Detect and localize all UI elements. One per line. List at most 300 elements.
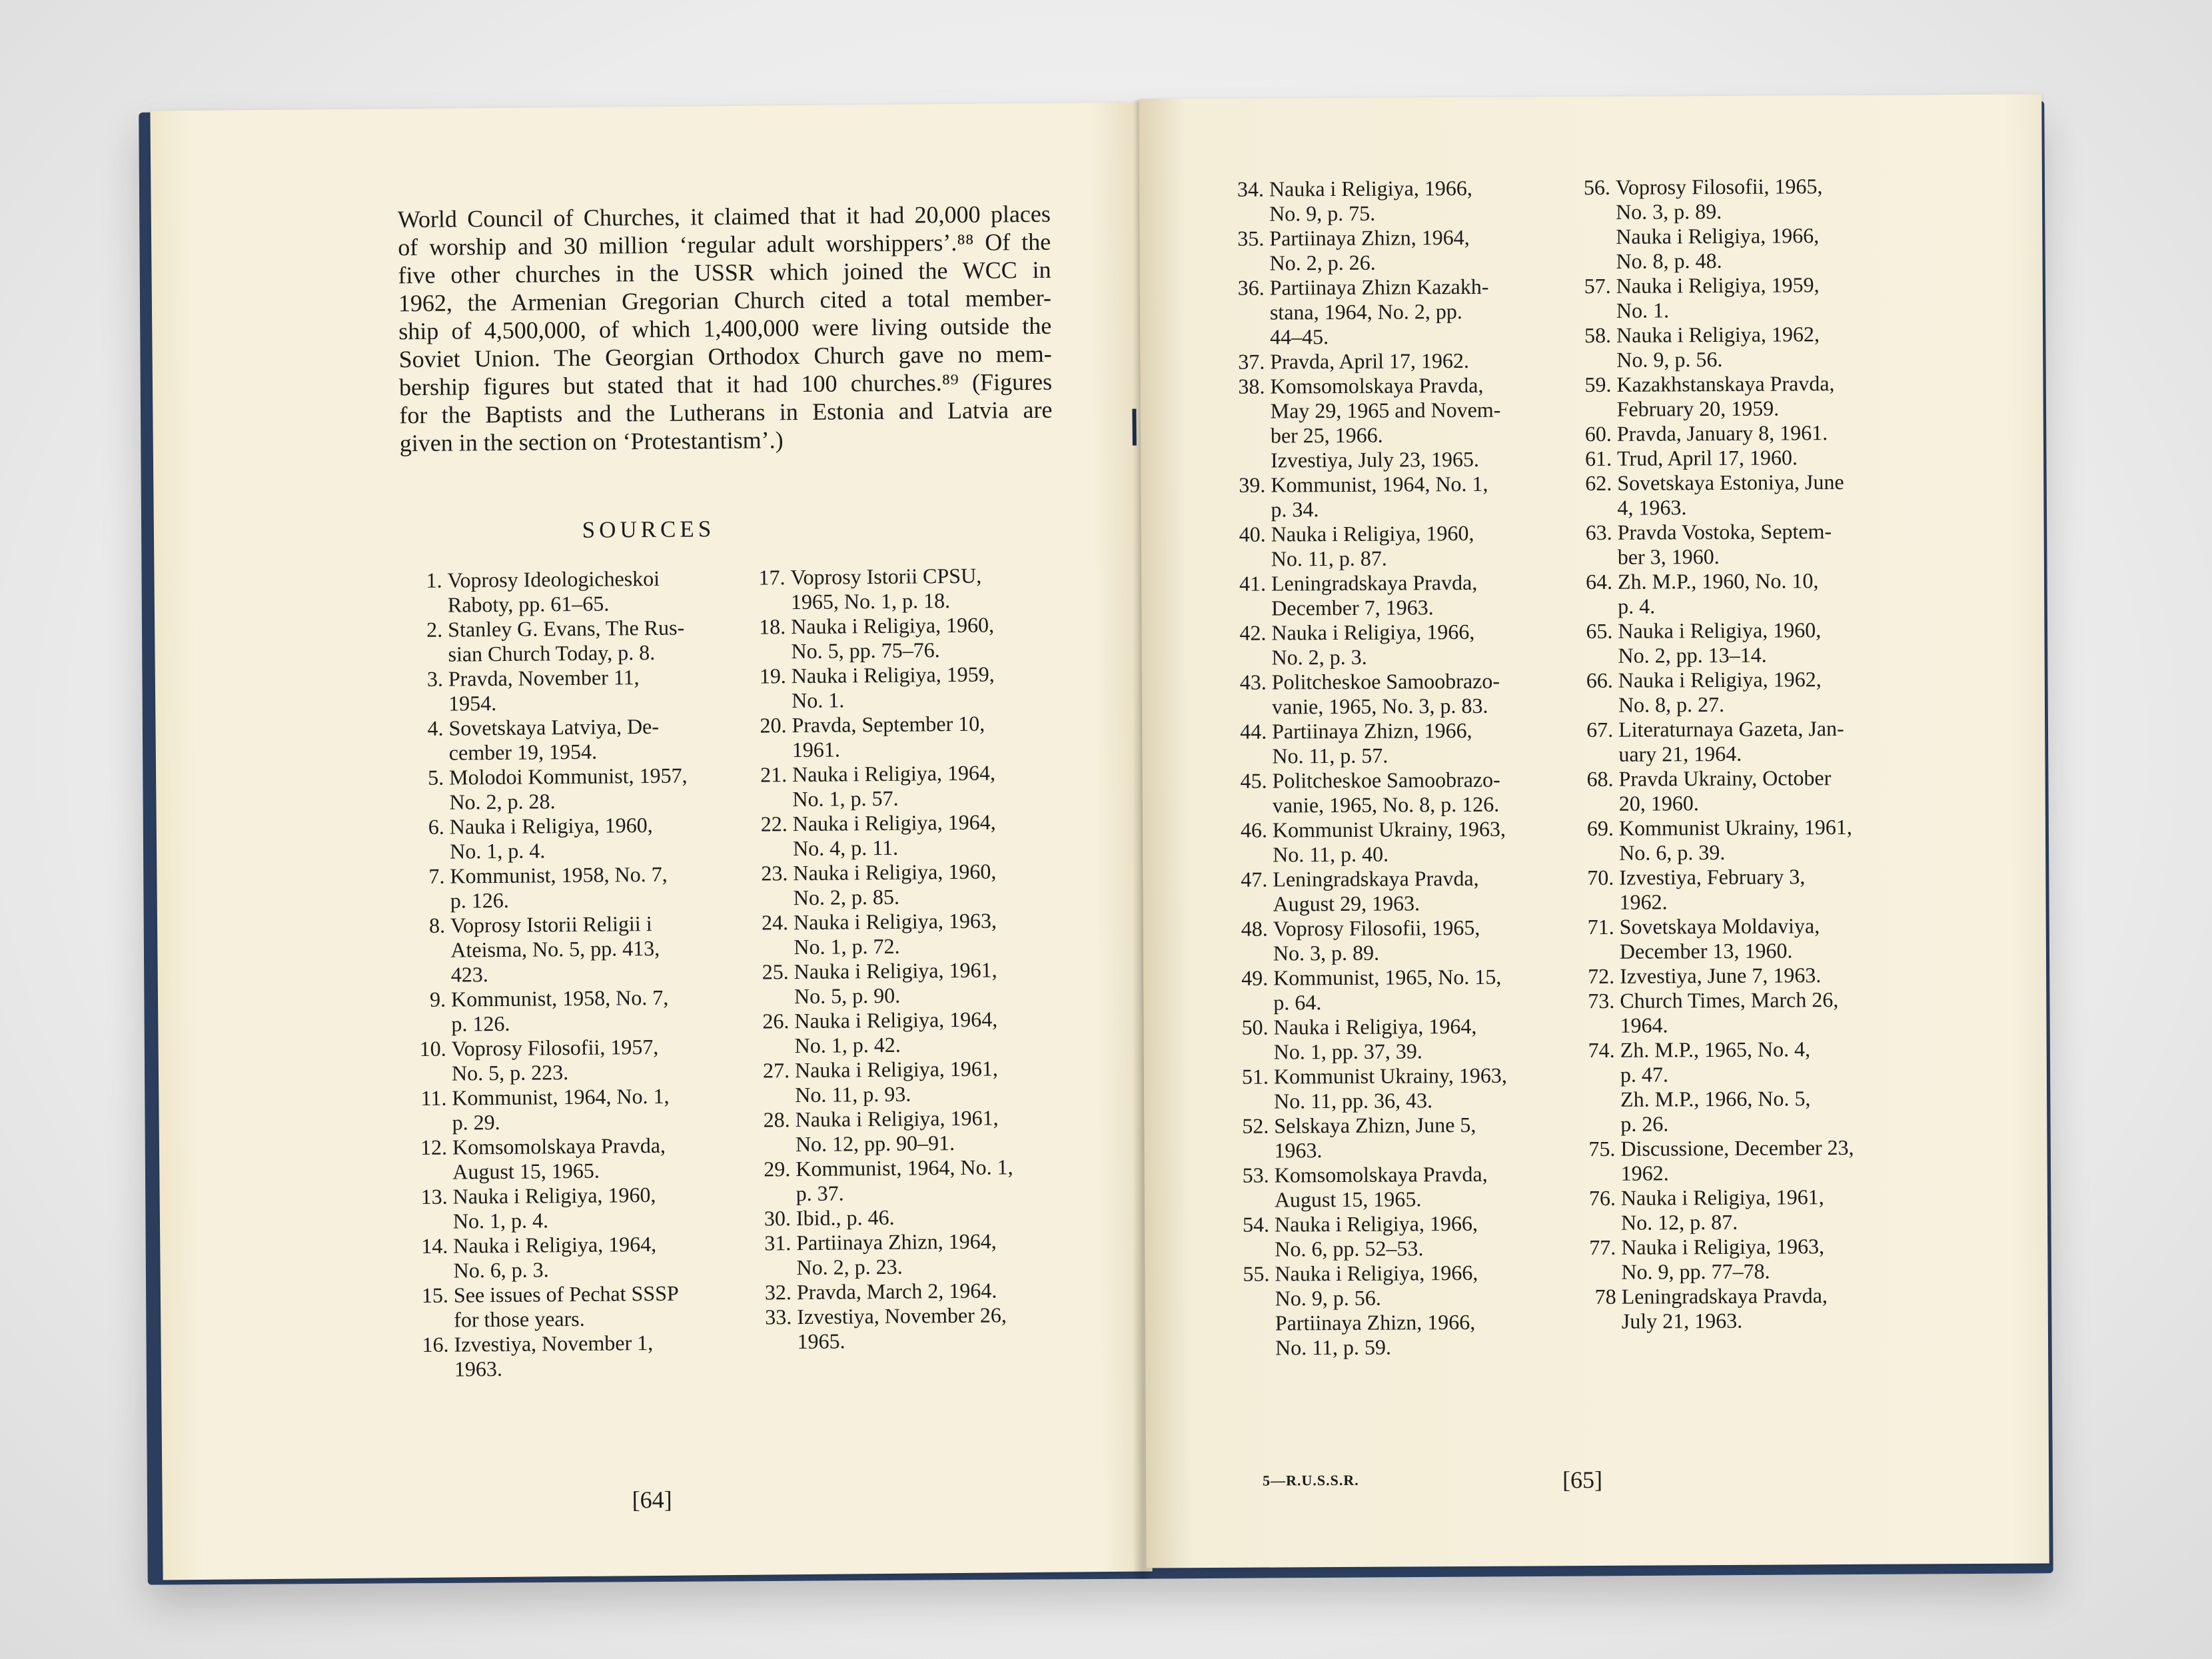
source-line: No. 2, p. 28. (449, 789, 556, 814)
source-number: 29. (764, 1157, 791, 1181)
source-entry (1234, 1112, 1540, 1163)
source-number: 45. (1240, 768, 1267, 793)
source-line: No. 11, p. 87. (1271, 546, 1387, 571)
sources-column-2 (750, 563, 1037, 1355)
source-line: No. 1, pp. 37, 39. (1273, 1039, 1422, 1064)
source-number: 61. (1584, 446, 1612, 471)
source-number: 32. (764, 1280, 792, 1305)
source-entry (752, 760, 1033, 812)
source-line: No. 3, p. 89. (1616, 199, 1722, 224)
source-line: 1965. (797, 1329, 845, 1354)
source-number: 41. (1239, 571, 1267, 596)
source-entry (408, 714, 689, 766)
source-line: p. 29. (452, 1109, 500, 1135)
source-entry (413, 1231, 694, 1283)
source-entry (1230, 274, 1537, 349)
source-number: 40. (1239, 522, 1266, 546)
source-line: See issues of Pechat SSSP (453, 1281, 679, 1307)
sources-column-3 (1229, 175, 1542, 1360)
source-line: for those years. (454, 1306, 585, 1332)
source-number: 10. (419, 1036, 446, 1061)
source-entry (1231, 471, 1537, 522)
source-line: Nauka i Religiya, 1966, (1616, 223, 1820, 249)
source-number: 57. (1584, 273, 1611, 298)
source-entry (752, 662, 1032, 714)
source-number: 44. (1240, 719, 1267, 744)
source-number: 8. (428, 913, 446, 937)
source-line: Nauka i Religiya, 1960, (449, 812, 653, 839)
source-line: Nauka i Religiya, 1960, (452, 1182, 656, 1209)
source-line: Partiinaya Zhizn Kazakh- (1269, 274, 1489, 300)
source-line: Nauka i Religiya, 1966, (1275, 1260, 1478, 1286)
source-number: 30. (764, 1206, 792, 1231)
source-line: Voprosy Filosofii, 1965, (1615, 174, 1823, 199)
source-line: Komsomolskaya Pravda, (1270, 372, 1484, 398)
source-line: Pravda, November 11, (448, 665, 640, 691)
source-line: Selskaya Zhizn, June 5, (1274, 1112, 1476, 1138)
source-entry (755, 1056, 1035, 1108)
paragraph-line: for the Baptists and the Lutherans in Estonia and Latvia are (399, 396, 1053, 429)
source-line: Discussione, December 23, (1620, 1135, 1854, 1161)
source-line: Kommunist, 1965, No. 15, (1273, 964, 1502, 990)
source-entry (755, 1105, 1035, 1157)
source-line: Politcheskoe Samoobrazo- (1271, 668, 1500, 694)
source-entry (1577, 470, 1884, 520)
source-line: Voprosy Filosofii, 1965, (1273, 915, 1480, 941)
source-entry (414, 1330, 694, 1382)
source-line: Kommunist, 1958, No. 7, (450, 861, 668, 888)
source-line: Kommunist Ukrainy, 1963, (1273, 1063, 1507, 1089)
source-line: No. 8, p. 48. (1616, 248, 1722, 273)
source-line: vanie, 1965, No. 8, p. 126. (1272, 792, 1500, 818)
paragraph-line: bership figures but stated that it had 100 churches.⁸⁹ (Figures (398, 368, 1053, 401)
source-number: 60. (1584, 421, 1612, 446)
source-entry (1576, 174, 1883, 274)
source-entry (1580, 1135, 1887, 1186)
source-entry (1576, 371, 1883, 422)
paragraph-line: ship of 4,500,000, of which 1,400,000 were living outside the (398, 312, 1052, 345)
source-number: 7. (428, 863, 445, 888)
source-number: 19. (759, 664, 786, 688)
source-entry (1577, 445, 1884, 471)
paragraph-line: Soviet Union. The Georgian Orthodox Church gave no mem- (398, 340, 1052, 373)
source-line: 1954. (448, 691, 497, 716)
source-line: No. 11, p. 59. (1275, 1335, 1392, 1360)
source-entry (754, 908, 1034, 960)
source-line: Nauka i Religiya, 1964, (792, 760, 996, 787)
source-line: No. 9, p. 56. (1275, 1285, 1381, 1311)
source-number: 37. (1238, 349, 1265, 374)
source-line: No. 1. (1616, 298, 1670, 322)
source-entry (410, 861, 690, 913)
source-line: No. 1, p. 42. (794, 1032, 901, 1058)
source-line: August 15, 1965. (452, 1158, 600, 1184)
source-line: Kommunist Ukrainy, 1963, (1272, 816, 1506, 842)
source-line: Literaturnaya Gazeta, Jan- (1618, 716, 1844, 742)
source-line: No. 11, p. 57. (1272, 743, 1388, 768)
source-line: Nauka i Religiya, 1961, (795, 1105, 999, 1132)
source-number: 5. (427, 765, 444, 790)
source-entry (1579, 864, 1886, 915)
signature-mark: 5—R.U.S.S.R. (1263, 1471, 1359, 1489)
sources-column-1 (407, 566, 694, 1382)
sources-heading: SOURCES (582, 516, 716, 543)
source-number: 62. (1585, 470, 1612, 496)
source-line: No. 8, p. 27. (1618, 692, 1725, 717)
source-line: No. 1, p. 4. (452, 1208, 549, 1233)
source-line: Nauka i Religiya, 1960, (791, 612, 995, 639)
source-line: December 7, 1963. (1271, 595, 1434, 620)
paragraph-line: given in the section on ‘Protestantism’.) (399, 426, 784, 457)
source-line: Nauka i Religiya, 1964, (792, 810, 996, 836)
source-entry (1233, 964, 1540, 1015)
source-line: Voprosy Ideologicheskoi (447, 566, 660, 592)
source-number: 68. (1586, 766, 1614, 792)
source-number: 53. (1242, 1163, 1269, 1187)
source-line: No. 5, p. 90. (794, 983, 901, 1009)
source-line: 1962. (1620, 1161, 1669, 1185)
source-number: 4. (427, 716, 444, 740)
source-line: 423. (450, 962, 488, 987)
source-number: 69. (1586, 816, 1614, 841)
source-number: 71. (1587, 914, 1614, 939)
source-line: No. 6, p. 39. (1619, 839, 1726, 865)
source-number: 72. (1588, 963, 1615, 989)
source-line: 1965, No. 1, p. 18. (790, 588, 951, 614)
source-entry (1576, 273, 1883, 323)
source-entry (1230, 348, 1536, 374)
source-line: No. 2, p. 3. (1271, 644, 1367, 670)
source-line: Kazakhstanskaya Pravda, (1616, 371, 1835, 396)
source-line: sian Church Today, p. 8. (448, 640, 656, 666)
source-line: p. 4. (1618, 594, 1656, 618)
source-line: 44–45. (1270, 324, 1329, 349)
source-line: Voprosy Istorii Religii i (450, 911, 652, 937)
source-line: No. 11, pp. 36, 43. (1274, 1088, 1433, 1113)
source-number: 1. (426, 568, 442, 592)
paragraph-line: World Council of Churches, it claimed that it had 20,000 places (397, 200, 1051, 233)
source-line: Nauka i Religiya, 1960, (1271, 520, 1474, 546)
source-line: Pravda, April 17, 1962. (1270, 348, 1470, 374)
source-number: 55. (1243, 1261, 1270, 1286)
source-line: ber 25, 1966. (1270, 422, 1383, 448)
source-entry (410, 911, 691, 987)
source-line: August 15, 1965. (1274, 1187, 1422, 1212)
source-entry (1234, 1063, 1540, 1113)
source-entry (1232, 668, 1538, 719)
source-entry (414, 1281, 694, 1333)
source-number: 25. (762, 959, 789, 984)
source-number: 14. (421, 1233, 448, 1259)
source-line: No. 2, p. 23. (796, 1254, 903, 1280)
source-line: Nauka i Religiya, 1961, (794, 1056, 998, 1083)
source-line: Partiinaya Zhizn, 1964, (1269, 225, 1470, 251)
source-entry (1233, 865, 1539, 916)
source-line: No. 9, p. 56. (1616, 346, 1723, 372)
source-line: Nauka i Religiya, 1959, (1616, 273, 1820, 298)
source-number: 27. (762, 1058, 790, 1083)
source-number: 46. (1240, 818, 1268, 842)
source-line: Pravda, January 8, 1961. (1616, 420, 1828, 446)
source-entry (411, 985, 692, 1037)
source-entry (1582, 1283, 1888, 1334)
source-entry (407, 566, 688, 618)
source-line: Nauka i Religiya, 1959, (791, 662, 995, 688)
source-line: Nauka i Religiya, 1964, (453, 1231, 657, 1258)
source-line: p. 34. (1271, 497, 1319, 522)
source-line: Pravda, March 2, 1964. (796, 1278, 997, 1305)
source-entry (757, 1303, 1037, 1355)
source-line: Nauka i Religiya, 1962, (1616, 322, 1820, 347)
source-number: 35. (1237, 226, 1265, 251)
source-line: Leningradskaya Pravda, (1271, 570, 1478, 596)
source-line: Nauka i Religiya, 1964, (794, 1007, 998, 1033)
source-number: 58. (1584, 322, 1612, 348)
source-entry (1231, 520, 1538, 571)
page-number-right: [65] (1562, 1466, 1603, 1494)
source-entry (752, 711, 1032, 763)
source-line: 1964. (1620, 1013, 1668, 1037)
source-number: 26. (762, 1009, 790, 1033)
paragraph-line: 1962, the Armenian Gregorian Church cited a total member- (398, 284, 1052, 317)
source-number: 3. (426, 666, 444, 691)
source-number: 13. (420, 1184, 448, 1209)
source-entry (1231, 619, 1538, 670)
source-line: Sovetskaya Moldaviya, (1619, 913, 1820, 939)
source-line: No. 11, p. 40. (1273, 841, 1389, 867)
source-entry (757, 1278, 1037, 1305)
source-line: Ibid., p. 46. (796, 1205, 895, 1231)
source-entry (408, 665, 689, 717)
source-entry (1233, 1013, 1540, 1064)
sources-column-4 (1576, 174, 1888, 1334)
source-line: No. 1, p. 72. (794, 933, 900, 959)
source-line: August 29, 1963. (1273, 891, 1420, 916)
source-number: 65. (1586, 618, 1613, 644)
source-entry (1233, 816, 1539, 867)
source-entry (1230, 372, 1537, 472)
source-number: 74. (1588, 1037, 1615, 1063)
source-number: 9. (429, 987, 446, 1011)
source-number: 33. (765, 1305, 792, 1329)
source-line: Nauka i Religiya, 1966, (1274, 1211, 1478, 1237)
source-line: 1961. (792, 737, 840, 762)
source-number: 56. (1583, 175, 1611, 200)
source-line: Nauka i Religiya, 1963, (1621, 1234, 1825, 1259)
right-page (1139, 94, 2049, 1568)
source-number: 63. (1585, 520, 1612, 545)
source-line: Pravda, September 10, (792, 711, 985, 738)
source-line: p. 126. (451, 1011, 510, 1036)
source-number: 2. (426, 617, 443, 642)
source-entry (1578, 667, 1885, 718)
source-line: Nauka i Religiya, 1964, (1273, 1013, 1477, 1039)
source-number: 21. (760, 762, 788, 787)
source-entry (412, 1083, 692, 1135)
source-entry (753, 859, 1033, 911)
source-entry (756, 1204, 1036, 1231)
source-entry (756, 1229, 1037, 1281)
source-entry (412, 1034, 692, 1086)
source-line: uary 21, 1964. (1618, 741, 1742, 766)
source-line: Partiinaya Zhizn, 1966, (1275, 1309, 1476, 1335)
source-line: stana, 1964, No. 2, pp. (1269, 299, 1462, 324)
source-entry (1233, 767, 1539, 818)
source-line: ber 3, 1960. (1617, 544, 1720, 569)
source-entry (1576, 322, 1883, 372)
source-line: Nauka i Religiya, 1960, (1618, 618, 1822, 643)
source-entry (1229, 175, 1536, 226)
source-number: 16. (422, 1332, 449, 1357)
source-entry (1578, 766, 1885, 816)
source-number: 6. (428, 814, 444, 839)
source-entry (1235, 1161, 1541, 1212)
source-number: 59. (1584, 372, 1612, 397)
source-line: 1962. (1619, 889, 1668, 914)
source-line: p. 26. (1620, 1111, 1669, 1136)
source-entry (412, 1133, 693, 1185)
source-number: 48. (1241, 916, 1268, 941)
source-number: 28. (763, 1107, 790, 1132)
source-number: 51. (1241, 1064, 1269, 1089)
source-line: No. 2, p. 85. (793, 884, 900, 910)
source-entry (409, 764, 690, 816)
source-number: 42. (1239, 620, 1267, 645)
source-line: vanie, 1965, No. 3, p. 83. (1271, 693, 1488, 719)
source-line: May 29, 1965 and Novem- (1270, 397, 1501, 423)
source-line: Nauka i Religiya, 1963, (793, 908, 997, 935)
source-line: No. 12, p. 87. (1620, 1209, 1738, 1235)
source-number: 70. (1587, 865, 1614, 890)
source-line: Molodoi Kommunist, 1957, (448, 763, 688, 790)
source-line: Komsomolskaya Pravda, (452, 1133, 666, 1159)
source-line: Sovetskaya Estoniya, June (1617, 470, 1844, 495)
source-entry (410, 812, 690, 864)
source-entry (1581, 1185, 1888, 1235)
source-line: No. 2, pp. 13–14. (1618, 642, 1767, 668)
source-entry (751, 612, 1031, 664)
source-line: Stanley G. Evans, The Rus- (448, 615, 685, 642)
source-line: No. 5, pp. 75–76. (791, 638, 940, 664)
source-number: 77. (1589, 1235, 1616, 1260)
source-line: 4, 1963. (1617, 495, 1687, 520)
source-line: No. 1, p. 57. (792, 786, 899, 812)
source-line: p. 64. (1273, 990, 1322, 1015)
source-line: Kommunist, 1964, No. 1, (1271, 471, 1488, 497)
source-number: 18. (759, 614, 786, 639)
source-number: 17. (758, 565, 786, 590)
source-line: February 20, 1959. (1616, 396, 1780, 421)
source-line: cember 19, 1954. (448, 739, 598, 765)
source-line: Zh. M.P., 1960, No. 10, (1617, 568, 1819, 594)
source-number: 36. (1237, 275, 1265, 300)
source-line: Zh. M.P., 1966, No. 5, (1620, 1086, 1811, 1111)
source-number: 24. (761, 910, 789, 935)
source-number: 22. (760, 812, 788, 836)
source-number: 47. (1241, 867, 1268, 891)
source-number: 76. (1588, 1185, 1616, 1211)
source-entry (753, 810, 1033, 861)
source-entry (1581, 1234, 1888, 1285)
source-entry (1235, 1260, 1542, 1360)
source-number: 31. (764, 1231, 792, 1255)
source-entry (1578, 519, 1884, 570)
source-line: Pravda Vostoka, Septem- (1617, 519, 1832, 544)
source-entry (754, 1007, 1035, 1059)
source-entry (408, 616, 688, 668)
source-number: 20. (760, 713, 787, 738)
source-line: Nauka i Religiya, 1961, (1620, 1185, 1824, 1210)
source-entry (1580, 1037, 1888, 1137)
source-number: 23. (761, 861, 788, 885)
source-line: No. 9, pp. 77–78. (1621, 1259, 1770, 1284)
source-line: Sovetskaya Latviya, De- (448, 714, 660, 740)
source-line: No. 1, p. 4. (449, 838, 546, 863)
source-line: No. 12, pp. 90–91. (795, 1131, 955, 1157)
source-line: No. 3, p. 89. (1273, 940, 1380, 965)
source-entry (1580, 987, 1886, 1038)
source-line: Kommunist, 1958, No. 7, (450, 985, 669, 1011)
source-line: Izvestiya, June 7, 1963. (1620, 963, 1822, 988)
source-entry (756, 1155, 1036, 1207)
body-paragraph (398, 200, 1053, 458)
source-line: Izvestiya, February 3, (1619, 864, 1806, 889)
source-number: 11. (420, 1085, 447, 1111)
source-line: p. 126. (450, 887, 509, 913)
source-number: 49. (1241, 965, 1269, 990)
source-entry (754, 957, 1035, 1009)
source-line: Kommunist, 1964, No. 1, (796, 1155, 1013, 1181)
source-line: 1963. (454, 1356, 503, 1381)
source-line: Kommunist, 1964, No. 1, (452, 1083, 670, 1110)
source-line: Church Times, March 26, (1620, 987, 1839, 1013)
paragraph-line: five other churches in the USSR which joined the WCC in (398, 256, 1051, 289)
source-line: Zh. M.P., 1965, No. 4, (1620, 1037, 1811, 1062)
source-line: No. 9, p. 75. (1269, 201, 1376, 226)
source-line: Nauka i Religiya, 1961, (794, 957, 997, 984)
paragraph-line: of worship and 30 million ‘regular adult worshippers’.⁸⁸ Of the (398, 228, 1051, 261)
source-line: No. 1. (792, 688, 845, 713)
source-entry (1580, 963, 1886, 989)
source-entry (1233, 915, 1540, 965)
source-number: 15. (421, 1283, 449, 1308)
source-line: Trud, April 17, 1960. (1616, 445, 1798, 470)
source-entry (1235, 1211, 1541, 1261)
source-entry (1578, 716, 1885, 767)
source-line: Politcheskoe Samoobrazo- (1272, 767, 1500, 793)
source-line: No. 11, p. 93. (795, 1081, 911, 1107)
source-number: 12. (420, 1135, 448, 1160)
source-line: December 13, 1960. (1619, 938, 1793, 963)
source-line: p. 47. (1620, 1062, 1669, 1087)
source-line: Izvestiya, July 23, 1965. (1270, 446, 1480, 472)
source-number: 73. (1588, 988, 1615, 1013)
source-line: Raboty, pp. 61–65. (447, 591, 610, 617)
source-line: Kommunist Ukrainy, 1961, (1618, 814, 1852, 840)
left-page (150, 103, 1152, 1580)
source-line: Leningradskaya Pravda, (1273, 865, 1479, 891)
source-number: 67. (1586, 717, 1614, 742)
source-entry (1231, 570, 1538, 620)
source-line: Partiinaya Zhizn, 1966, (1272, 718, 1472, 744)
source-line: Pravda Ukrainy, October (1618, 766, 1832, 791)
source-line: Komsomolskaya Pravda, (1274, 1161, 1488, 1187)
source-line: Voprosy Istorii CPSU, (790, 563, 982, 590)
source-line: Nauka i Religiya, 1962, (1618, 667, 1822, 692)
source-number: 39. (1239, 472, 1266, 497)
source-entry (1580, 913, 1886, 964)
source-line: Nauka i Religiya, 1960, (793, 859, 997, 885)
